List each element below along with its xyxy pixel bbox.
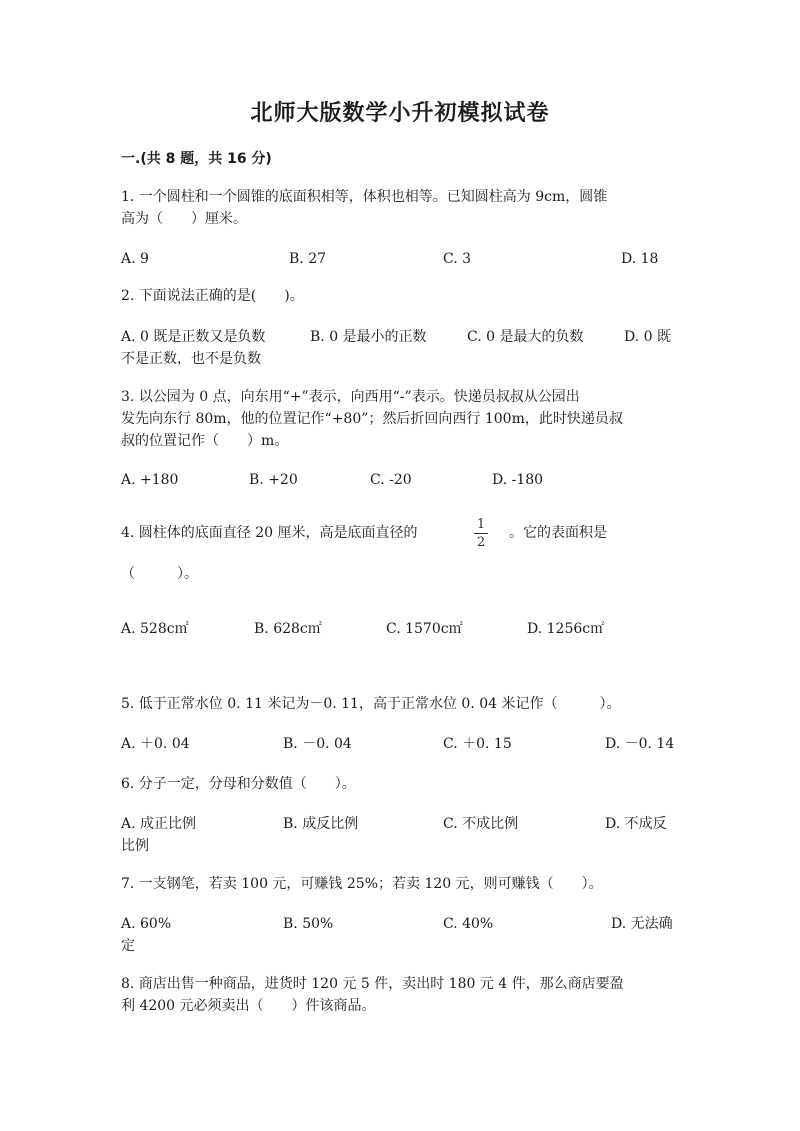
q2-option-c: C. 0 是最大的负数 — [467, 329, 584, 345]
q6-option-b: B. 成反比例 — [283, 816, 359, 832]
q8-stem-line2: 利 4200 元必须卖出（ ）件该商品。 — [121, 998, 376, 1014]
q7-option-d-cont: 定 — [121, 938, 135, 954]
q7-option-d: D. 无法确 — [611, 916, 673, 932]
q3-stem-line3: 叔的位置记作（ ）m。 — [121, 433, 289, 449]
q1-option-c: C. 3 — [443, 251, 472, 267]
q3-stem-line1: 3. 以公园为 0 点，向东用“+”表示，向西用“-”表示。快递员叔叔从公园出 — [121, 389, 580, 405]
q1-option-b: B. 27 — [289, 251, 327, 267]
q3-option-d: D. -180 — [492, 472, 544, 488]
q3-option-a: A. +180 — [121, 472, 179, 488]
q1-option-a: A. 9 — [121, 251, 149, 267]
fraction-bar — [474, 533, 488, 534]
q3-stem-line2: 发先向东行 80m，他的位置记作“+80”；然后折回向西行 100m，此时快递员叔 — [121, 411, 623, 427]
q2-option-b: B. 0 是最小的正数 — [310, 329, 427, 345]
q2-option-d-cont: 不是正数，也不是负数 — [121, 351, 261, 367]
q4-stem-part2: 。它的表面积是 — [509, 525, 607, 541]
q4-option-a: A. 528c㎡ — [121, 621, 189, 637]
q5-option-d: D. －0. 14 — [605, 736, 675, 752]
q8-stem-line1: 8. 商店出售一种商品，进货时 120 元 5 件，卖出时 180 元 4 件，那么商店要盈 — [121, 976, 624, 992]
q5-option-b: B. －0. 04 — [283, 736, 352, 752]
q6-option-c: C. 不成比例 — [443, 816, 519, 832]
q4-option-b: B. 628c㎡ — [254, 621, 322, 637]
q5-option-c: C. ＋0. 15 — [443, 736, 512, 752]
q6-stem: 6. 分子一定，分母和分数值（ ）。 — [121, 776, 356, 792]
q4-stem-part1: 4. 圆柱体的底面直径 20 厘米，高是底面直径的 — [121, 525, 418, 541]
q7-option-b: B. 50% — [283, 916, 334, 932]
fraction-numerator: 1 — [476, 517, 486, 532]
q2-option-d: D. 0 既 — [624, 329, 671, 345]
q4-fraction — [474, 517, 488, 550]
q6-option-d-cont: 比例 — [121, 838, 149, 854]
q6-option-a: A. 成正比例 — [121, 816, 197, 832]
q4-option-d: D. 1256c㎡ — [527, 621, 605, 637]
q7-stem: 7. 一支钢笔，若卖 100 元，可赚钱 25%；若卖 120 元，则可赚钱（ ）。 — [121, 876, 603, 892]
q7-option-c: C. 40% — [443, 916, 494, 932]
q3-option-b: B. +20 — [249, 472, 298, 488]
q6-option-d: D. 不成反 — [605, 816, 667, 832]
q4-option-c: C. 1570c㎡ — [386, 621, 463, 637]
q7-option-a: A. 60% — [121, 916, 172, 932]
section-heading: 一.(共 8 题，共 16 分) — [121, 151, 272, 167]
q1-stem-line1: 1. 一个圆柱和一个圆锥的底面积相等，体积也相等。已知圆柱高为 9cm，圆锥 — [121, 189, 608, 205]
q5-option-a: A. ＋0. 04 — [121, 736, 190, 752]
q2-stem: 2. 下面说法正确的是( )。 — [121, 288, 304, 304]
q1-option-d: D. 18 — [621, 251, 659, 267]
q3-option-c: C. -20 — [370, 472, 412, 488]
fraction-denominator: 2 — [476, 535, 486, 550]
q1-stem-line2: 高为（ ）厘米。 — [121, 211, 247, 227]
q2-option-a: A. 0 既是正数又是负数 — [121, 329, 266, 345]
q4-stem-line2: （ ）。 — [121, 566, 198, 582]
page-title: 北师大版数学小升初模拟试卷 — [250, 101, 550, 126]
q5-stem: 5. 低于正常水位 0. 11 米记为－0. 11，高于正常水位 0. 04 米记作（ ）。 — [121, 696, 621, 712]
